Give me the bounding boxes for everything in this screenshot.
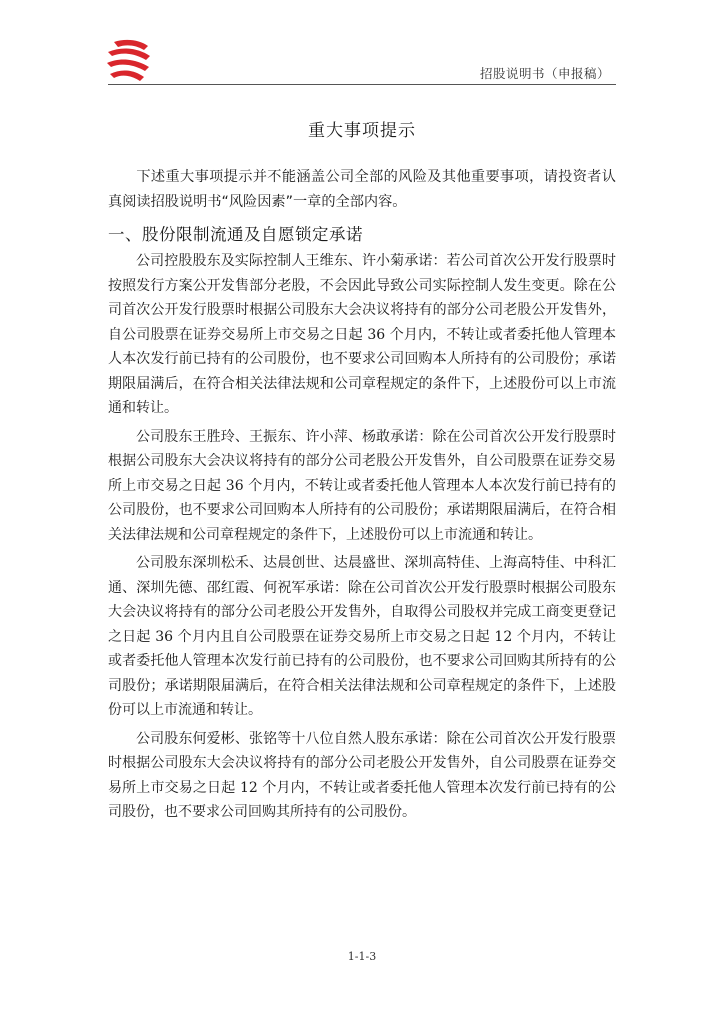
company-logo-icon xyxy=(104,38,154,84)
paragraph-individual-shareholders: 公司股东何爱彬、张铭等十八位自然人股东承诺：除在公司首次公开发行股票时根据公司股东大会决议将持有的部分公司老股公开发售外，自公司股票在证券交易所上市交易之日起 12 个月内，不转让或者委托他人管理本次发行前已持有的公司股份，也不要求公司回购其所持有的公司股份。 xyxy=(108,730,616,820)
paragraph-family-shareholders: 公司股东王胜玲、王振东、许小萍、杨敢承诺：除在公司首次公开发行股票时根据公司股东大会决议将持有的部分公司老股公开发售外，自公司股票在证券交易所上市交易之日起 36 个月内，不转让或者委托他人管理本人本次发行前已持有的公司股份，也不要求公司回购本人所持有的公司股份；承诺期限届满后，在符合相关法律法规和公司章程规定的条件下，上述股份可以上市流通和转让。 xyxy=(108,428,616,543)
paragraph-controlling-shareholders: 公司控股股东及实际控制人王维东、许小菊承诺：若公司首次公开发行股票时按照发行方案公开发售部分老股，不会因此导致公司实际控制人发生变更。除在公司首次公开发行股票时根据公司股东大会决议将持有的部分公司老股公开发售外，自公司股票在证券交易所上市交易之日起 36 个月内，不转让或者委托他人管理本人本次发行前已持有的公司股份，也不要求公司回购本人所持有的公司股份；承诺期限届满后，在符合相关法律法规和公司章程规定的条件下，上述股份可以上市流通和转让。 xyxy=(108,253,616,416)
page-title: 重大事项提示 xyxy=(308,121,416,141)
document-body xyxy=(108,110,616,829)
document-header-title: 招股说明书（申报稿） xyxy=(479,66,610,81)
section-heading: 一、股份限制流通及自愿锁定承诺 xyxy=(108,225,363,244)
header-divider xyxy=(108,84,616,85)
paragraph-institutional-shareholders: 公司股东深圳松禾、达晨创世、达晨盛世、深圳高特佳、上海高特佳、中科汇通、深圳先德、邵红霞、何祝军承诺：除在公司首次公开发行股票时根据公司股东大会决议将持有的部分公司老股公开发售外，自取得公司股权并完成工商变更登记之日起 36 个月内且自公司股票在证券交易所上市交易之日起 12 个月内，不转让或者委托他人管理本次发行前已持有的公司股份，也不要求公司回购其所持有的公司股份；承诺期限届满后，在符合相关法律法规和公司章程规定的条件下，上述股份可以上市流通和转让。 xyxy=(108,555,616,718)
page-number: 1-1-3 xyxy=(347,950,377,963)
intro-paragraph: 下述重大事项提示并不能涵盖公司全部的风险及其他重要事项，请投资者认真阅读招股说明书“风险因素”一章的全部内容。 xyxy=(108,169,616,210)
